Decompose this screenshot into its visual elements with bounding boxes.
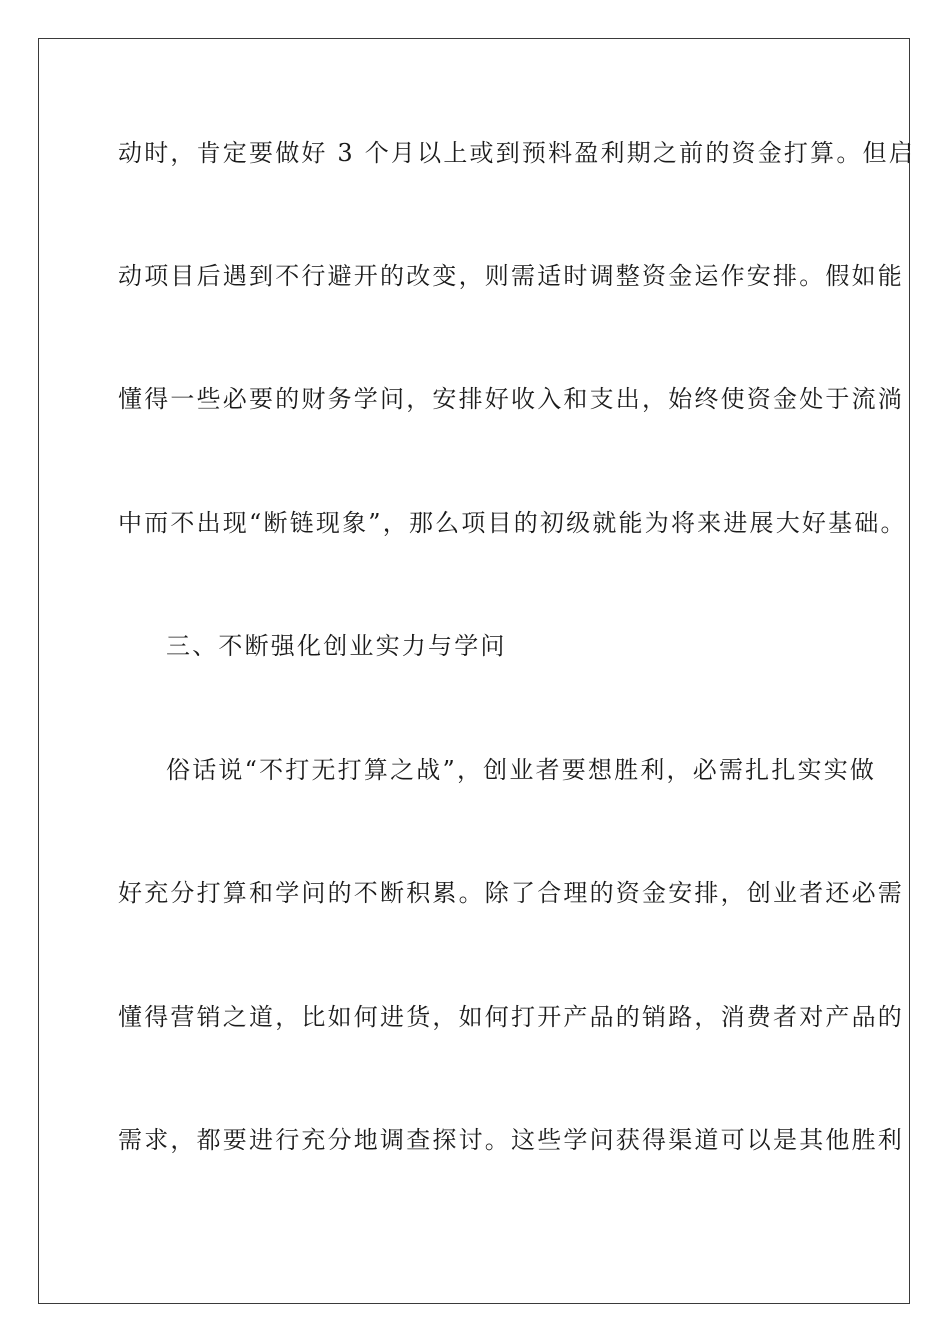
paragraph-line: 动时，肯定要做好 3 个月以上或到预料盈利期之前的资金打算。但启 bbox=[118, 139, 915, 167]
section-heading: 三、不断强化创业实力与学问 bbox=[166, 632, 507, 660]
paragraph-line: 需求，都要进行充分地调查探讨。这些学问获得渠道可以是其他胜利 bbox=[118, 1126, 904, 1154]
paragraph-line: 好充分打算和学问的不断积累。除了合理的资金安排，创业者还必需 bbox=[118, 879, 904, 907]
paragraph-line: 懂得一些必要的财务学问，安排好收入和支出，始终使资金处于流淌 bbox=[118, 385, 904, 413]
document-page bbox=[38, 38, 915, 1304]
paragraph-line: 懂得营销之道，比如何进货，如何打开产品的销路，消费者对产品的 bbox=[118, 1003, 904, 1031]
paragraph-line: 中而不出现“断链现象”，那么项目的初级就能为将来进展大好基础。 bbox=[118, 509, 907, 537]
paragraph-line: 动项目后遇到不行避开的改变，则需适时调整资金运作安排。假如能 bbox=[118, 262, 904, 290]
paragraph-line: 俗话说“不打无打算之战”，创业者要想胜利，必需扎扎实实做 bbox=[166, 756, 877, 784]
